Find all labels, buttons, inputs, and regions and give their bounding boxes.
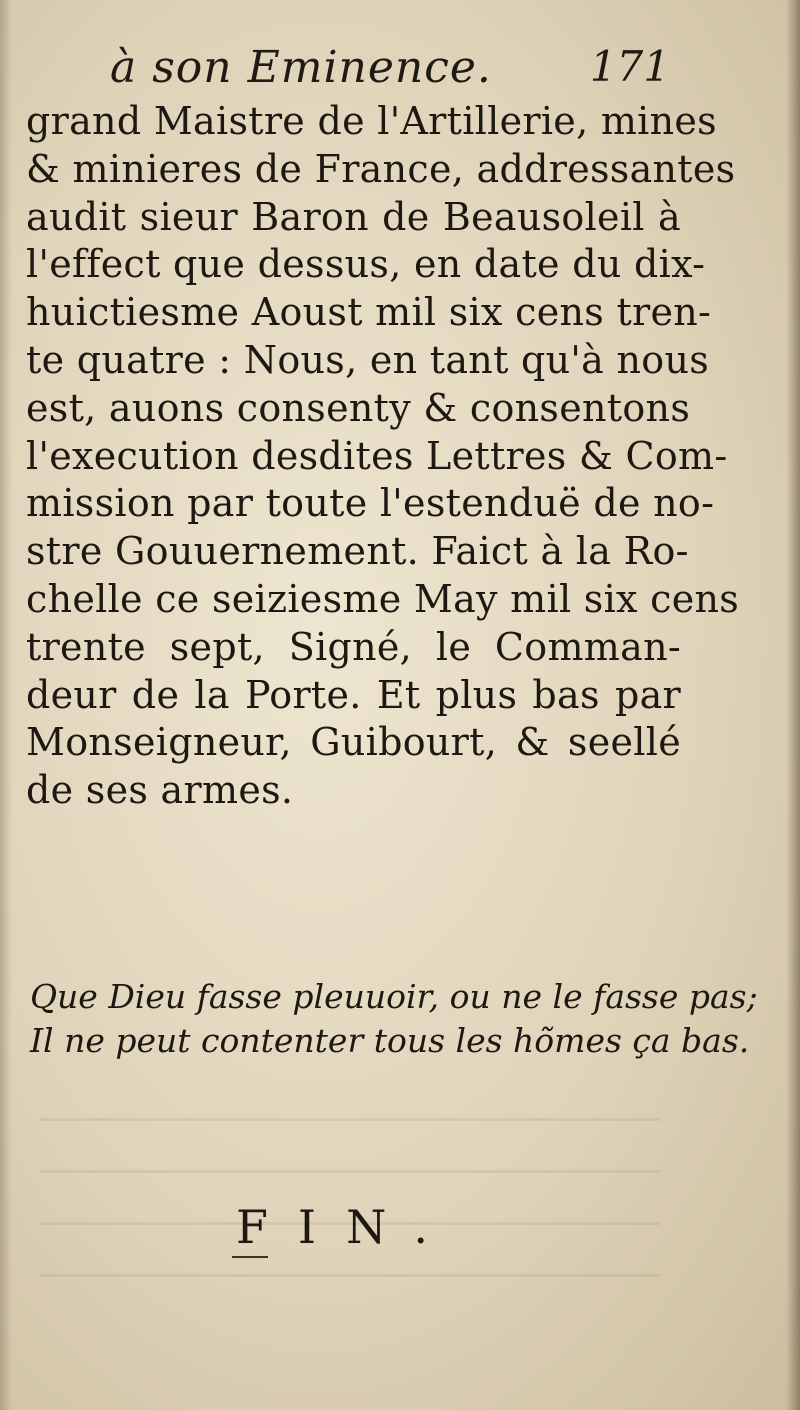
verse-line: Que Dieu fasse pleuuoir, ou ne le fasse pas; <box>30 977 758 1016</box>
running-head: à son Eminence. <box>110 42 492 93</box>
page-edge-shadow <box>786 0 800 1410</box>
text-line: trente sept, Signé, le Comman- <box>26 624 681 669</box>
text-line: mission par toute l'estenduë de no- <box>26 481 715 526</box>
text-line: audit sieur Baron de Beausoleil à <box>26 194 681 239</box>
text-line: Monseigneur, Guibourt, & seellé <box>26 720 681 765</box>
fin-marker: FIN. <box>236 1200 459 1254</box>
text-line: de ses armes. <box>26 768 294 813</box>
text-line: grand Maistre de l'Artillerie, mines <box>26 99 717 143</box>
page-number: 171 <box>589 42 670 91</box>
text-line: l'execution desdites Lettres & Com- <box>26 433 728 478</box>
text-line: & minieres de France, addressantes <box>26 146 736 191</box>
text-line: stre Gouuernement. Faict à la Ro- <box>26 529 689 574</box>
page-gutter-shadow <box>0 0 12 1410</box>
fin-underline <box>232 1256 268 1258</box>
verse-line: Il ne peut contenter tous les hõmes ça bas. <box>30 1021 750 1060</box>
text-line: l'effect que dessus, en date du dix- <box>26 242 706 287</box>
text-line: est, auons consenty & consentons <box>26 385 691 430</box>
body-paragraph <box>26 98 740 815</box>
text-line: deur de la Porte. Et plus bas par <box>26 672 681 717</box>
text-line: te quatre : Nous, en tant qu'à nous <box>26 337 710 382</box>
page-header <box>110 42 670 102</box>
bleed-through-text <box>40 1080 660 1300</box>
text-line: huictiesme Aoust mil six cens tren- <box>26 290 712 335</box>
text-line: chelle ce seiziesme May mil six cens <box>26 576 740 621</box>
closing-verse <box>30 975 758 1063</box>
